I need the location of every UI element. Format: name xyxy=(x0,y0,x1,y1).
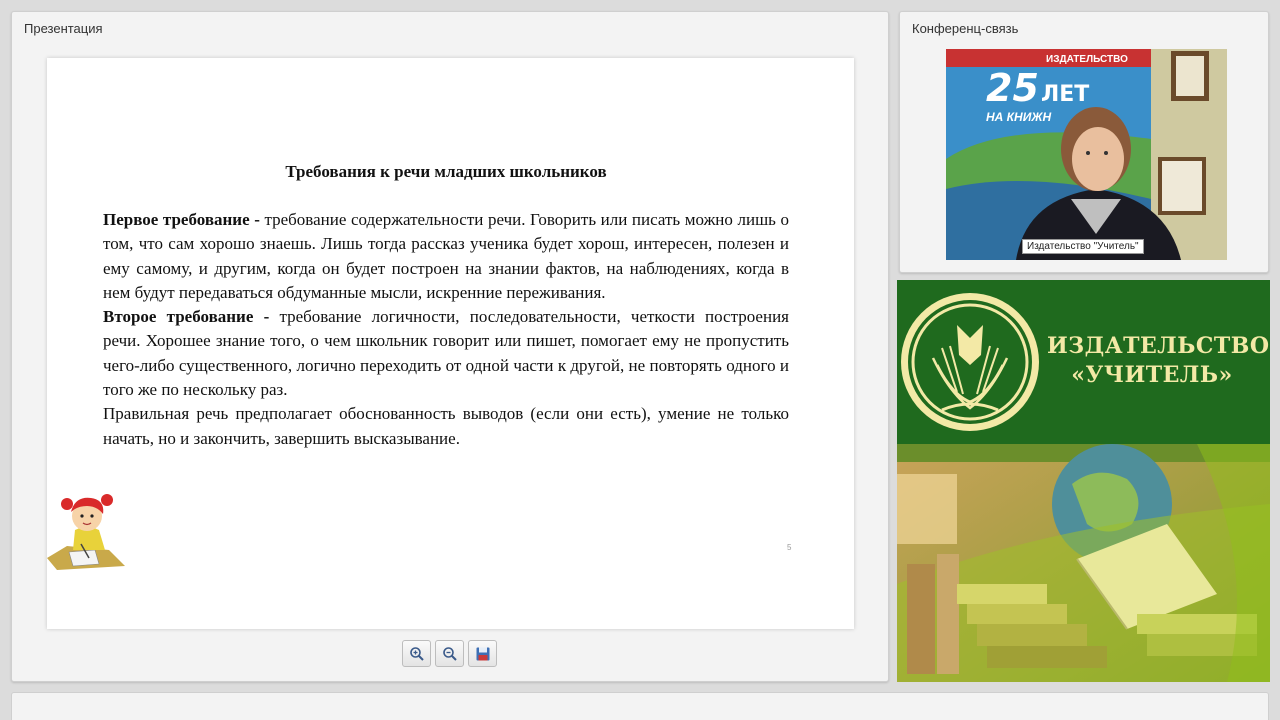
conference-panel-title: Конференц-связь xyxy=(912,21,1019,36)
publisher-name-line-2: «УЧИТЕЛЬ» xyxy=(1071,362,1233,388)
publisher-name-line-1: ИЗДАТЕЛЬСТВО xyxy=(1047,333,1270,359)
requirement-2-text: требование логичности, последовательности, четкости построения речи. Хорошее знание того, о чем школьник говорит или пишет, помогает ему не пропустить чего-либо существенного, логично переходить от одной части к другой, не повторять одного и того же по нескольку раз. xyxy=(103,307,789,400)
publisher-banner-header xyxy=(897,280,1270,444)
publisher-name xyxy=(1047,332,1270,390)
publisher-banner xyxy=(897,280,1270,682)
books-globe-illustration xyxy=(897,444,1270,682)
publisher-logo-emblem xyxy=(897,280,1047,444)
slide-page-number: 5 xyxy=(787,543,792,552)
presentation-panel xyxy=(11,11,889,682)
slide-paragraph-2 xyxy=(103,305,789,402)
bottom-panel xyxy=(11,692,1269,720)
zoom-in-icon xyxy=(409,646,425,662)
slide-toolbar xyxy=(402,640,497,667)
slide-paragraph-3: Правильная речь предполагает обоснованность выводов (если они есть), умение не только начать, но и закончить, завершить высказывание. xyxy=(103,404,789,448)
poster-publisher-text: ИЗДАТЕЛЬСТВО xyxy=(1046,54,1128,65)
video-feed xyxy=(946,49,1227,260)
conference-panel xyxy=(899,11,1269,273)
poster-years-text: ЛЕТ xyxy=(1041,82,1090,107)
requirement-1-heading: Первое требование - xyxy=(103,210,260,229)
slide-paragraph-1 xyxy=(103,208,789,305)
floppy-disk-icon xyxy=(475,646,491,662)
zoom-out-icon xyxy=(442,646,458,662)
poster-caption: НА КНИЖН xyxy=(986,110,1052,124)
girl-writing-illustration xyxy=(47,478,127,573)
video-participant-label: Издательство "Учитель" xyxy=(1022,239,1144,254)
zoom-out-button[interactable] xyxy=(435,640,464,667)
zoom-in-button[interactable] xyxy=(402,640,431,667)
presentation-slide xyxy=(47,58,854,629)
presentation-panel-title: Презентация xyxy=(24,21,103,36)
slide-body xyxy=(103,208,789,451)
books-globe-image xyxy=(897,444,1270,682)
requirement-1-text: требование содержательности речи. Говорить или писать можно лишь о том, что сам хорошо знаешь. Лишь тогда рассказ ученика будет хорош, интересен, полезен и ему самому, и другим, когда он будет построен на знании фактов, на наблюдениях, когда в нем будут передаваться обдуманные мысли, искренние переживания. xyxy=(103,210,789,302)
save-button[interactable] xyxy=(468,640,497,667)
slide-title: Требования к речи младших школьников xyxy=(285,162,607,181)
poster-number: 25 xyxy=(986,66,1039,110)
video-frame-illustration xyxy=(946,49,1227,260)
requirement-2-heading: Второе требование - xyxy=(103,307,270,327)
